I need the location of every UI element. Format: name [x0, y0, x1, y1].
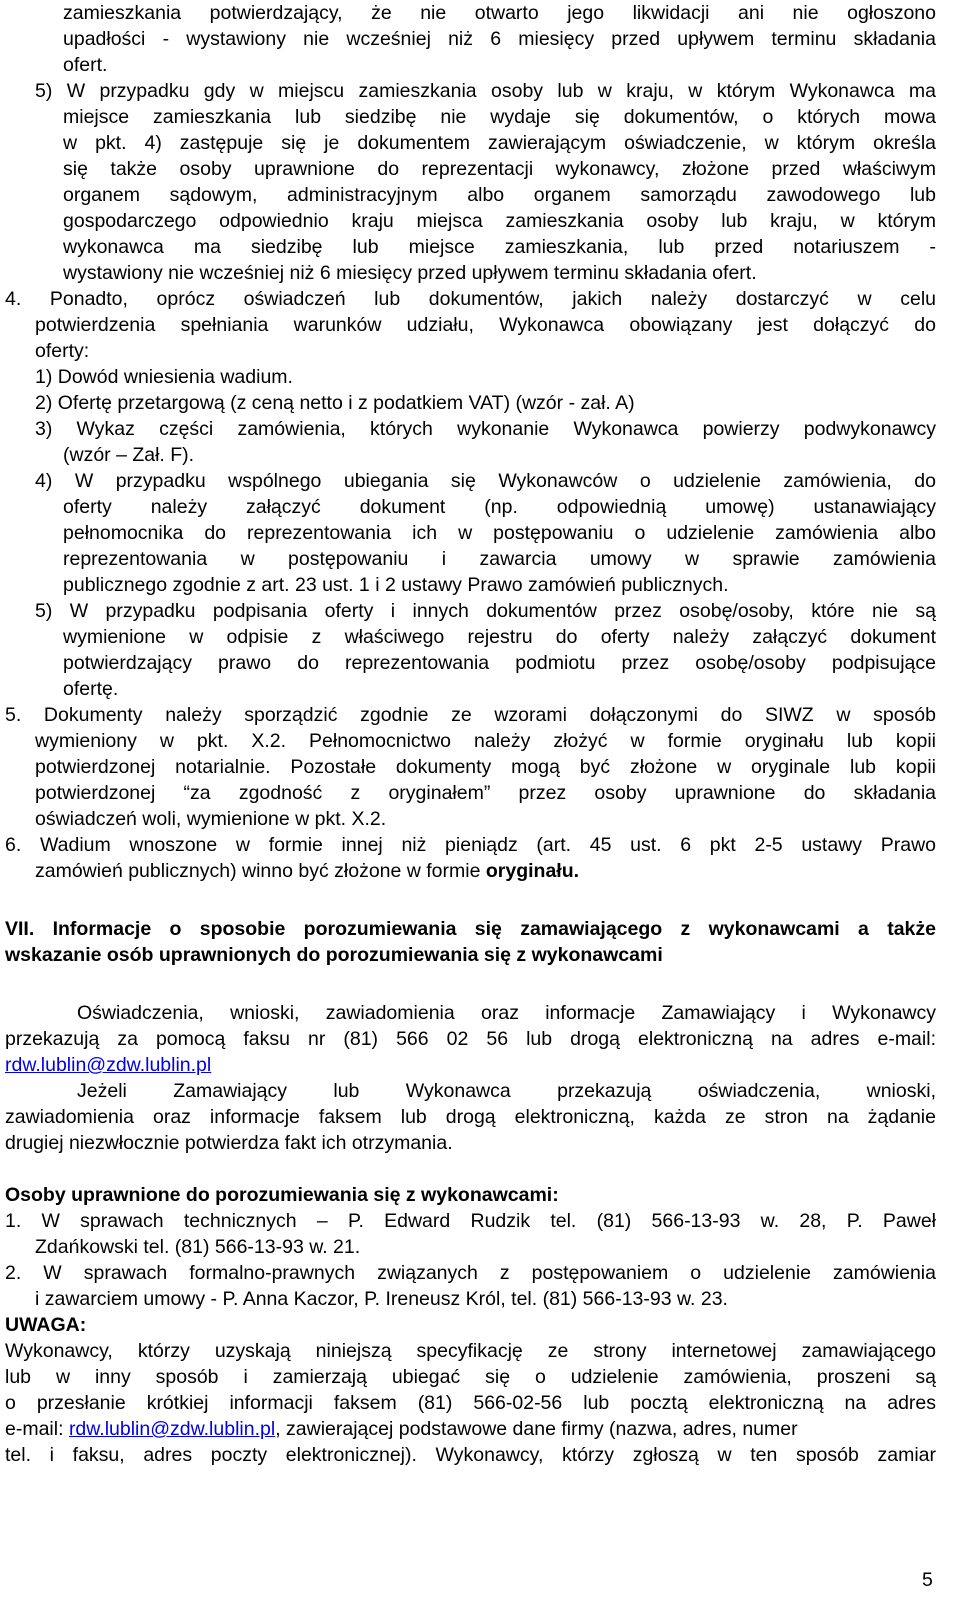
text-line: oferty:	[35, 340, 90, 362]
section-heading: wskazanie osób uprawnionych do porozumiewania się z wykonawcami	[5, 944, 663, 966]
notice-heading: UWAGA:	[5, 1314, 87, 1336]
email-link[interactable]: rdw.lublin@zdw.lublin.pl	[68, 1418, 276, 1440]
emphasis-text: oryginału.	[485, 860, 580, 882]
text-fragment: zamówień publicznych) winno być złożone w formie	[35, 860, 486, 882]
text-line: oświadczeń woli, wymienione w pkt. X.2.	[35, 808, 387, 830]
text-line: 5) W przypadku gdy w miejscu zamieszkania osoby lub w kraju, w którym Wykonawca ma	[35, 80, 936, 102]
text-line: 5. Dokumenty należy sporządzić zgodnie ze wzorami dołączonymi do SIWZ w sposób	[5, 704, 936, 726]
text-line: wymieniony w pkt. X.2. Pełnomocnictwo należy złożyć w formie oryginału lub kopii	[35, 730, 936, 752]
text-line: Oświadczenia, wnioski, zawiadomienia oraz informacje Zamawiający i Wykonawcy	[77, 1002, 936, 1024]
text-line: pełnomocnika do reprezentowania ich w postępowaniu o udzielenie zamówienia albo	[63, 522, 936, 544]
page-number: 5	[922, 1569, 933, 1591]
list-item: 2. W sprawach formalno-prawnych związanych z postępowaniem o udzielenie zamówienia	[5, 1262, 936, 1284]
text-line: wymienione w odpisie z właściwego rejestru do oferty należy załączyć dokument	[63, 626, 936, 648]
text-line: w pkt. 4) zastępuje się je dokumentem zawierającym oświadczenie, w którym określa	[63, 132, 936, 154]
text-line: miejsce zamieszkania lub siedzibę nie wydaje się dokumentów, o których mowa	[63, 106, 936, 128]
text-line: drugiej niezwłocznie potwierdza fakt ich otrzymania.	[5, 1132, 453, 1154]
text-line: Jeżeli Zamawiający lub Wykonawca przekazują oświadczenia, wnioski,	[77, 1080, 936, 1102]
text-line: reprezentowania w postępowaniu i zawarcia umowy w sprawie zamówienia	[63, 548, 936, 570]
text-line: i zawarciem umowy - P. Anna Kaczor, P. Ireneusz Król, tel. (81) 566-13-93 w. 23.	[35, 1288, 728, 1310]
text-line	[35, 858, 579, 884]
text-line: potwierdzonej notarialnie. Pozostałe dokumenty mogą być złożone w oryginale lub kopii	[35, 756, 936, 778]
text-line: potwierdzający prawo do reprezentowania podmiotu przez osobę/osoby podpisujące	[63, 652, 936, 674]
section-heading: VII. Informacje o sposobie porozumiewania się zamawiającego z wykonawcami a także	[5, 918, 936, 940]
text-line: wykonawca ma siedzibę lub miejsce zamieszkania, lub przed notariuszem -	[63, 236, 936, 258]
list-item: 1) Dowód wniesienia wadium.	[35, 366, 293, 388]
text-line: gospodarczego odpowiednio kraju miejsca zamieszkania osoby lub kraju, w którym	[63, 210, 936, 232]
text-line: potwierdzonej “za zgodność z oryginałem” przez osoby uprawnione do składania	[35, 782, 936, 804]
text-line: upadłości - wystawiony nie wcześniej niż 6 miesięcy przed upływem terminu składania	[63, 28, 936, 50]
text-line: Zdańkowski tel. (81) 566-13-93 w. 21.	[35, 1236, 361, 1258]
text-line: publicznego zgodnie z art. 23 ust. 1 i 2 ustawy Prawo zamówień publicznych.	[63, 574, 729, 596]
list-item: 3) Wykaz części zamówienia, których wykonanie Wykonawca powierzy podwykonawcy	[35, 418, 936, 440]
text-line: tel. i faksu, adres poczty elektronicznej). Wykonawcy, którzy zgłoszą w ten sposób zamiar	[5, 1444, 936, 1466]
text-line: (wzór – Zał. F).	[63, 444, 195, 466]
text-line: lub w inny sposób i zamierzają ubiegać się o udzielenie zamówienia, proszeni są	[5, 1366, 936, 1388]
text-line: wystawiony nie wcześniej niż 6 miesięcy przed upływem terminu składania ofert.	[63, 262, 757, 284]
subsection-heading: Osoby uprawnione do porozumiewania się z wykonawcami:	[5, 1184, 559, 1206]
text-line: 6. Wadium wnoszone w formie innej niż pieniądz (art. 45 ust. 6 pkt 2-5 ustawy Prawo	[5, 834, 936, 856]
text-line: się także osoby uprawnione do reprezentacji wykonawcy, złożone przed właściwym	[63, 158, 936, 180]
text-line: zawiadomienia oraz informacje faksem lub drogą elektroniczną, każda ze stron na żądanie	[5, 1106, 936, 1128]
text-line: Wykonawcy, którzy uzyskają niniejszą specyfikację ze strony internetowej zamawiającego	[5, 1340, 936, 1362]
text-line: zamieszkania potwierdzający, że nie otwarto jego likwidacji ani nie ogłoszono	[63, 2, 936, 24]
text-line: ofertę.	[63, 678, 119, 700]
text-line: ofert.	[63, 54, 108, 76]
text-fragment: , zawierającej podstawowe dane firmy (nazwa, adres, numer	[275, 1418, 798, 1440]
text-line: oferty należy załączyć dokument (np. odpowiednią umowę) ustanawiający	[63, 496, 936, 518]
text-line: potwierdzenia spełniania warunków udziału, Wykonawca obowiązany jest dołączyć do	[35, 314, 936, 336]
text-line: o przesłanie krótkiej informacji faksem (81) 566-02-56 lub pocztą elektroniczną na adres	[5, 1392, 936, 1414]
text-line: przekazują za pomocą faksu nr (81) 566 02 56 lub drogą elektroniczną na adres e-mail:	[5, 1028, 936, 1050]
text-line	[5, 1416, 936, 1442]
list-item: 5) W przypadku podpisania oferty i innych dokumentów przez osobę/osoby, które nie są	[35, 600, 936, 622]
list-item: 2) Ofertę przetargową (z ceną netto i z podatkiem VAT) (wzór - zał. A)	[35, 392, 635, 414]
text-fragment: e-mail:	[5, 1418, 69, 1440]
email-link[interactable]: rdw.lublin@zdw.lublin.pl	[5, 1054, 212, 1076]
list-item: 4) W przypadku wspólnego ubiegania się Wykonawców o udzielenie zamówienia, do	[35, 470, 936, 492]
list-item: 1. W sprawach technicznych – P. Edward Rudzik tel. (81) 566-13-93 w. 28, P. Paweł	[5, 1210, 936, 1232]
text-line: organem sądowym, administracyjnym albo organem samorządu zawodowego lub	[63, 184, 936, 206]
text-line: 4. Ponadto, oprócz oświadczeń lub dokumentów, jakich należy dostarczyć w celu	[5, 288, 936, 310]
